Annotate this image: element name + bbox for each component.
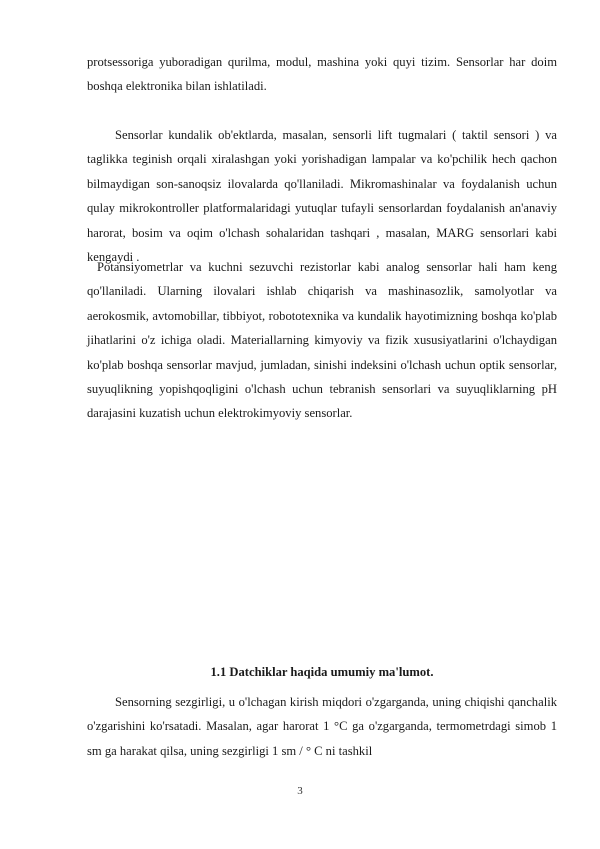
- paragraph-sensors-everyday: [87, 123, 557, 269]
- page-number: 3: [297, 785, 303, 797]
- paragraph-2-text: Sensorlar kundalik ob'ektlarda, masalan, sensorli lift tugmalari ( taktil sensori ) va taglikka teginish orqali xiralashgan yoki yorishadigan lampalar va ko'pchilik hech qachon bilmaydigan son-sanoqsiz ilovalarda qo'llaniladi. Mikromashinalar va foydalanish uchun qulay mikrokontroller platformalaridagi yutuqlar tufayli sensorlardan foydalanish an'anaviy harorat, bosim va oqim o'lchash sohalaridan tashqari , masalan, MARG sensorlari kabi kengaydi .: [87, 128, 557, 265]
- paragraph-4-text: Sensorning sezgirligi, u o'lchagan kirish miqdori o'zgarganda, uning chiqishi qanchalik o'zgarishini ko'rsatadi. Masalan, agar harorat 1 °C ga o'zgarganda, termometrdagi simob 1 sm ga harakat qilsa, uning sezgirligi 1 sm / ° C ni tashkil: [87, 695, 557, 758]
- paragraph-continuation: [87, 50, 557, 99]
- paragraph-sensitivity: [87, 690, 557, 763]
- paragraph-1-text: protsessoriga yuboradigan qurilma, modul, mashina yoki quyi tizim. Sensorlar har doim boshqa elektronika bilan ishlatiladi.: [87, 55, 557, 94]
- section-heading: 1.1 Datchiklar haqida umumiy ma'lumot.: [210, 665, 434, 679]
- paragraph-analog-sensors: [87, 255, 557, 426]
- paragraph-3-text: Potansiyometrlar va kuchni sezuvchi rezistorlar kabi analog sensorlar hali ham keng qo'llaniladi. Ularning ilovalari ishlab chiqarish va mashinasozlik, samolyotlar va aerokosmik, avtomobillar, tibbiyot, robototexnika va kundalik hayotimizning boshqa ko'plab jihatlarini o'z ichiga oladi. Materiallarning kimyoviy va fizik xususiyatlarini o'lchaydigan ko'plab boshqa sensorlar mavjud, jumladan, sinishi indeksini o'lchash uchun optik sensorlar, suyuqlikning yopishqoqligini o'lchash uchun tebranish sensorlari va suyuqliklarning pH darajasini kuzatish uchun elektrokimyoviy sensorlar.: [87, 260, 557, 421]
